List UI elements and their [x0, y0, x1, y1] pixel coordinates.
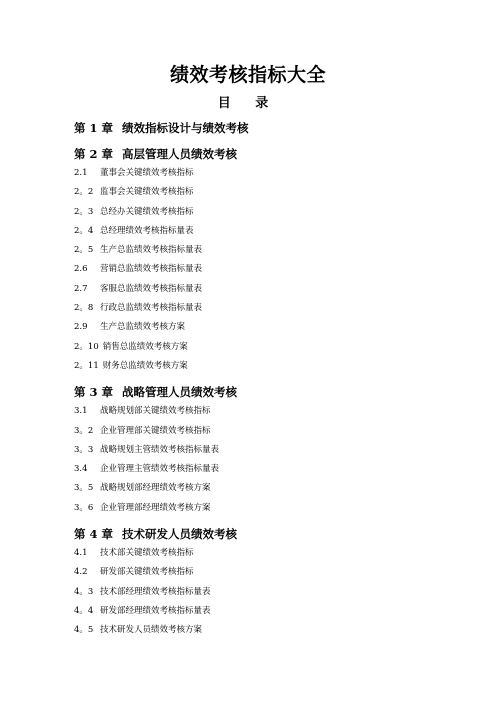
toc-heading: 目 录: [217, 96, 279, 111]
entry-number: 2。2: [74, 187, 94, 198]
entry-title: 监事会关键绩效考核指标: [100, 187, 194, 198]
entry-title: 技术部关键绩效考核指标: [100, 548, 194, 559]
chapter-number: 第 1 章: [74, 121, 114, 135]
toc-entry[interactable]: [74, 422, 434, 441]
toc-entry[interactable]: [74, 203, 434, 222]
toc-entry[interactable]: [74, 499, 434, 518]
toc-entry[interactable]: [74, 441, 434, 460]
toc-entry[interactable]: [74, 357, 434, 376]
entry-number: 4。3: [74, 586, 94, 597]
toc-chapter[interactable]: [74, 144, 434, 164]
toc-entry[interactable]: [74, 479, 434, 498]
document-title: 绩效考核指标大全: [169, 64, 326, 86]
table-of-contents: [74, 118, 434, 641]
entry-title: 企业管理部关键绩效考核指标: [100, 425, 211, 436]
entry-number: 2.1: [74, 168, 88, 178]
entry-title: 董事会关键绩效考核指标: [100, 168, 194, 178]
toc-entry[interactable]: [74, 563, 434, 582]
toc-entry[interactable]: [74, 260, 434, 279]
entry-number: 2.7: [74, 283, 88, 294]
entry-title: 客服总监绩效考核指标量表: [100, 283, 203, 294]
entry-title: 生产总监绩效考核方案: [100, 322, 186, 333]
chapter-title: 高层管理人员绩效考核: [122, 147, 237, 161]
toc-entry[interactable]: [74, 241, 434, 260]
toc-entry[interactable]: [74, 183, 434, 202]
toc-entry[interactable]: [74, 318, 434, 337]
entry-title: 营销总监绩效考核指标量表: [100, 264, 203, 275]
toc-entry[interactable]: [74, 460, 434, 479]
toc-entry[interactable]: [74, 621, 434, 640]
chapter-title: 技术研发人员绩效考核: [122, 527, 237, 542]
entry-number: 3.4: [74, 464, 88, 475]
entry-number: 2.9: [74, 322, 88, 333]
entry-title: 财务总监绩效考核方案: [102, 360, 188, 371]
entry-title: 研发部关键绩效考核指标: [100, 567, 194, 578]
entry-number: 2。8: [74, 303, 94, 314]
entry-number: 3。6: [74, 502, 94, 513]
entry-title: 战略规划部经理绩效考核方案: [100, 483, 211, 494]
entry-number: 2。4: [74, 225, 94, 236]
toc-entry[interactable]: [74, 583, 434, 602]
entry-title: 战略规划主管绩效考核指标量表: [100, 444, 220, 455]
entry-title: 企业管理主管绩效考核指标量表: [100, 464, 220, 475]
entry-title: 企业管理部经理绩效考核方案: [100, 502, 211, 513]
entry-title: 研发部经理绩效考核指标量表: [100, 605, 211, 616]
chapter-title: 战略管理人员绩效考核: [122, 385, 237, 400]
entry-title: 销售总监绩效考核方案: [102, 341, 188, 352]
entry-title: 行政总监绩效考核指标量表: [100, 303, 203, 314]
chapter-title: 绩效指标设计与绩效考核: [122, 121, 249, 135]
entry-number: 2。11: [74, 360, 99, 371]
toc-entry[interactable]: [74, 544, 434, 563]
entry-number: 3。3: [74, 444, 94, 455]
entry-number: 3.1: [74, 406, 88, 417]
entry-number: 2。5: [74, 245, 94, 256]
toc-entry[interactable]: [74, 299, 434, 318]
toc-chapter[interactable]: [74, 524, 434, 544]
entry-title: 战略规划部关键绩效考核指标: [100, 406, 211, 417]
toc-entry[interactable]: [74, 280, 434, 299]
entry-title: 技术研发人员绩效考核方案: [100, 625, 203, 636]
toc-chapter[interactable]: [74, 382, 434, 402]
entry-number: 3。2: [74, 425, 94, 436]
entry-title: 总经理绩效考核指标量表: [100, 225, 194, 236]
toc-entry[interactable]: [74, 402, 434, 421]
entry-number: 2。10: [74, 341, 99, 352]
entry-number: 2.6: [74, 264, 88, 275]
toc-entry[interactable]: [74, 602, 434, 621]
chapter-number: 第 3 章: [74, 385, 114, 400]
chapter-number: 第 4 章: [74, 527, 114, 542]
entry-number: 4.2: [74, 567, 88, 578]
entry-title: 技术部经理绩效考核指标量表: [100, 586, 211, 597]
entry-number: 2。3: [74, 206, 94, 217]
entry-title: 总经办关键绩效考核指标: [100, 206, 194, 217]
entry-number: 4.1: [74, 548, 88, 559]
chapter-number: 第 2 章: [74, 147, 114, 161]
entry-number: 4。5: [74, 625, 94, 636]
entry-title: 生产总监绩效考核指标量表: [100, 245, 203, 256]
toc-entry[interactable]: [74, 222, 434, 241]
toc-entry[interactable]: [74, 338, 434, 357]
entry-number: 4。4: [74, 605, 94, 616]
toc-chapter[interactable]: [74, 118, 434, 138]
toc-entry[interactable]: [74, 164, 434, 183]
entry-number: 3。5: [74, 483, 94, 494]
